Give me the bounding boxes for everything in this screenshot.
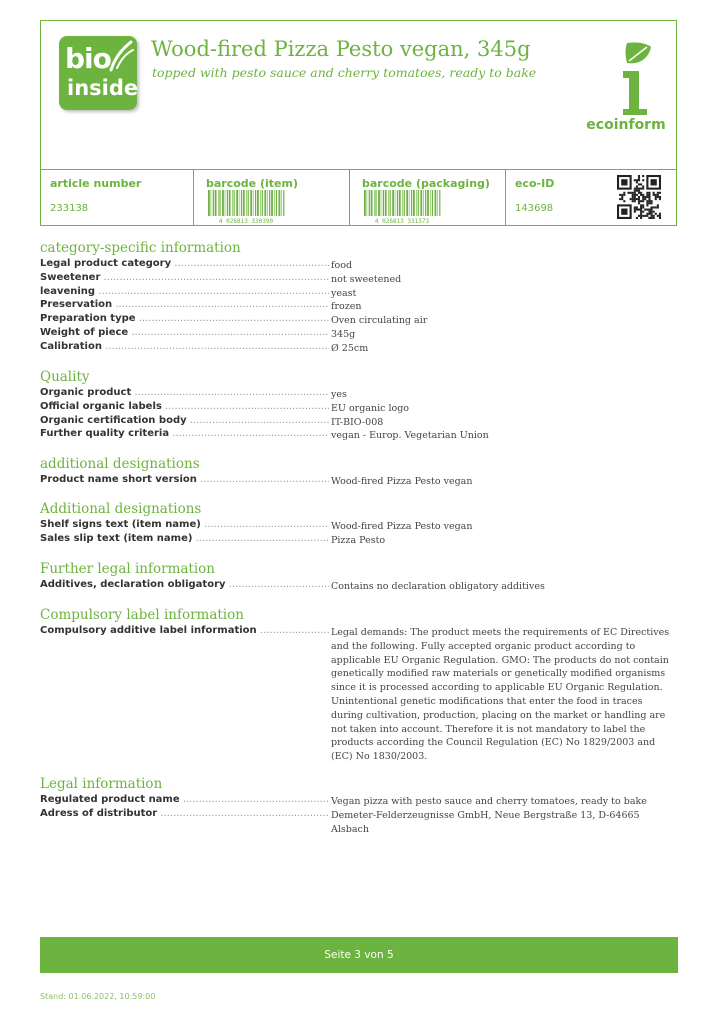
field-label: Preparation type ..... [40,313,329,324]
info-row-item [40,625,680,770]
field-label: Further quality criteria ..... [40,428,329,439]
section-compulsory-label [40,607,680,770]
section-title: Further legal information [40,561,215,577]
info-row-item [40,286,680,300]
field-label: Regulated product name ..... [40,794,329,805]
bio-inside-logo [59,36,137,110]
info-row-item [40,272,680,286]
field-value: Pizza Pesto [331,534,386,546]
section-rows [40,387,680,442]
section-legal-information [40,776,680,835]
section-rows [40,794,680,835]
section-further-legal [40,561,680,593]
field-value: Contains no declaration obligatory additives [331,581,545,592]
info-row-item [40,807,680,835]
barcode-item-cell [193,170,350,225]
info-row-item [40,341,680,355]
info-row-item [40,313,680,327]
section-title: Legal information [40,776,163,792]
info-row-item [40,258,680,272]
field-value: Vegan pizza with pesto sauce and cherry tomatoes, ready to bake [331,796,647,807]
barcode-item-icon [206,190,286,224]
barcode-item-digits: 4 026813 330390 [218,218,274,224]
ecoinform-wordmark: ecoinform [586,117,666,133]
section-rows [40,625,680,770]
field-value: IT-BIO-008 [331,416,384,428]
info-row-item [40,415,680,429]
field-label: Sweetener ..... [40,272,329,283]
field-value: Ø 25cm [331,342,369,354]
info-row-item [40,299,680,313]
info-row-item [40,579,680,593]
section-rows [40,474,680,488]
section-title: Quality [40,369,90,385]
field-value: EU organic logo [331,402,410,414]
product-title: Wood-fired Pizza Pesto vegan, 345g [151,37,531,61]
field-label: Additives, declaration obligatory ..... [40,579,329,590]
field-label: Adress of distributor ..... [40,808,329,819]
article-number-label: article number [50,177,142,190]
section-rows [40,258,680,355]
section-title: Compulsory label information [40,607,244,623]
field-value: 345g [331,328,356,340]
page-number: Seite 3 von 5 [324,949,394,961]
field-label: Organic product ..... [40,387,329,398]
section-rows [40,579,680,593]
section-title: Additional designations [40,501,202,517]
article-number-value: 233138 [50,203,89,214]
field-label: Legal product category ..... [40,258,329,269]
barcode-packaging-cell [349,170,506,225]
field-value: Oven circulating air [331,315,428,327]
header-box [40,20,677,170]
barcode-packaging-digits: 4 026813 331373 [374,218,430,224]
field-label: Shelf signs text (item name) ..... [40,519,329,530]
field-value: Wood-fired Pizza Pesto vegan [331,476,473,487]
leaf-icon [581,39,671,117]
logo-bio-text: bio [65,42,111,75]
logo-inside-text: inside [67,76,139,100]
info-row-item [40,387,680,401]
field-value: vegan - Europ. Vegetarian Union [331,430,489,442]
field-value: not sweetened [331,273,402,285]
article-number-cell [41,170,193,225]
barcode-packaging-icon [362,190,442,224]
section-title: additional designations [40,456,200,472]
field-label: Weight of piece ..... [40,327,329,338]
barcode-item-label: barcode (item) [206,177,298,190]
logo-swirl-icon [107,38,135,74]
ecoinform-logo [581,39,671,139]
section-category-specific [40,240,680,355]
field-value: yeast [331,287,357,299]
section-additional-designations-2 [40,501,680,547]
field-value: Legal demands: The product meets the requirements of EC Directives and the following. Fully accepted organic product according to applicable EU Organic Regulation. GMO: The products do not contain genetically modified raw materials or genetically modified organisms since it is processed according to applicable EU Organic Regulation. Unintentional genetic modifications that enter the food in traces during cultivation, production, placing on the market or handling are not taken into account. Therefore it is not mandatory to label the products according the Council Regulation (EC) No 1829/2003 and (EC) No 1830/2003. [331,627,670,763]
info-row-item [40,533,680,547]
field-value: frozen [331,301,362,313]
eco-id-label: eco-ID [515,177,555,190]
info-row-item [40,474,680,488]
section-rows [40,519,680,547]
field-label: Calibration ..... [40,341,329,352]
section-additional-designations [40,456,680,488]
field-label: Official organic labels ..... [40,401,329,412]
article-info-row [40,170,677,226]
section-quality [40,369,680,442]
field-label: Organic certification body ..... [40,415,329,426]
info-row-item [40,327,680,341]
info-row-item [40,519,680,533]
field-value: food [331,260,353,271]
stand-timestamp: Stand: 01.06.2022, 10:59:00 [40,992,156,1001]
eco-id-value: 143698 [515,203,554,214]
page-footer-bar [40,937,678,973]
field-value: yes [331,389,347,400]
field-label: Preservation ..... [40,299,329,310]
field-label: Compulsory additive label information ..... [40,625,329,636]
field-label: Sales slip text (item name) ..... [40,533,329,544]
field-label: Product name short version ..... [40,474,329,485]
qr-code-icon [617,175,661,219]
barcode-packaging-label: barcode (packaging) [362,177,490,190]
info-row-item [40,428,680,442]
info-row-item [40,794,680,808]
product-subtitle: topped with pesto sauce and cherry tomatoes, ready to bake [152,65,537,80]
section-title: category-specific information [40,240,241,256]
field-label: leavening ..... [40,286,329,297]
field-value: Wood-fired Pizza Pesto vegan [331,521,473,532]
info-row-item [40,401,680,415]
field-value: Demeter-Felderzeugnisse GmbH, Neue Bergstraße 13, D-64665 Alsbach [331,809,640,835]
